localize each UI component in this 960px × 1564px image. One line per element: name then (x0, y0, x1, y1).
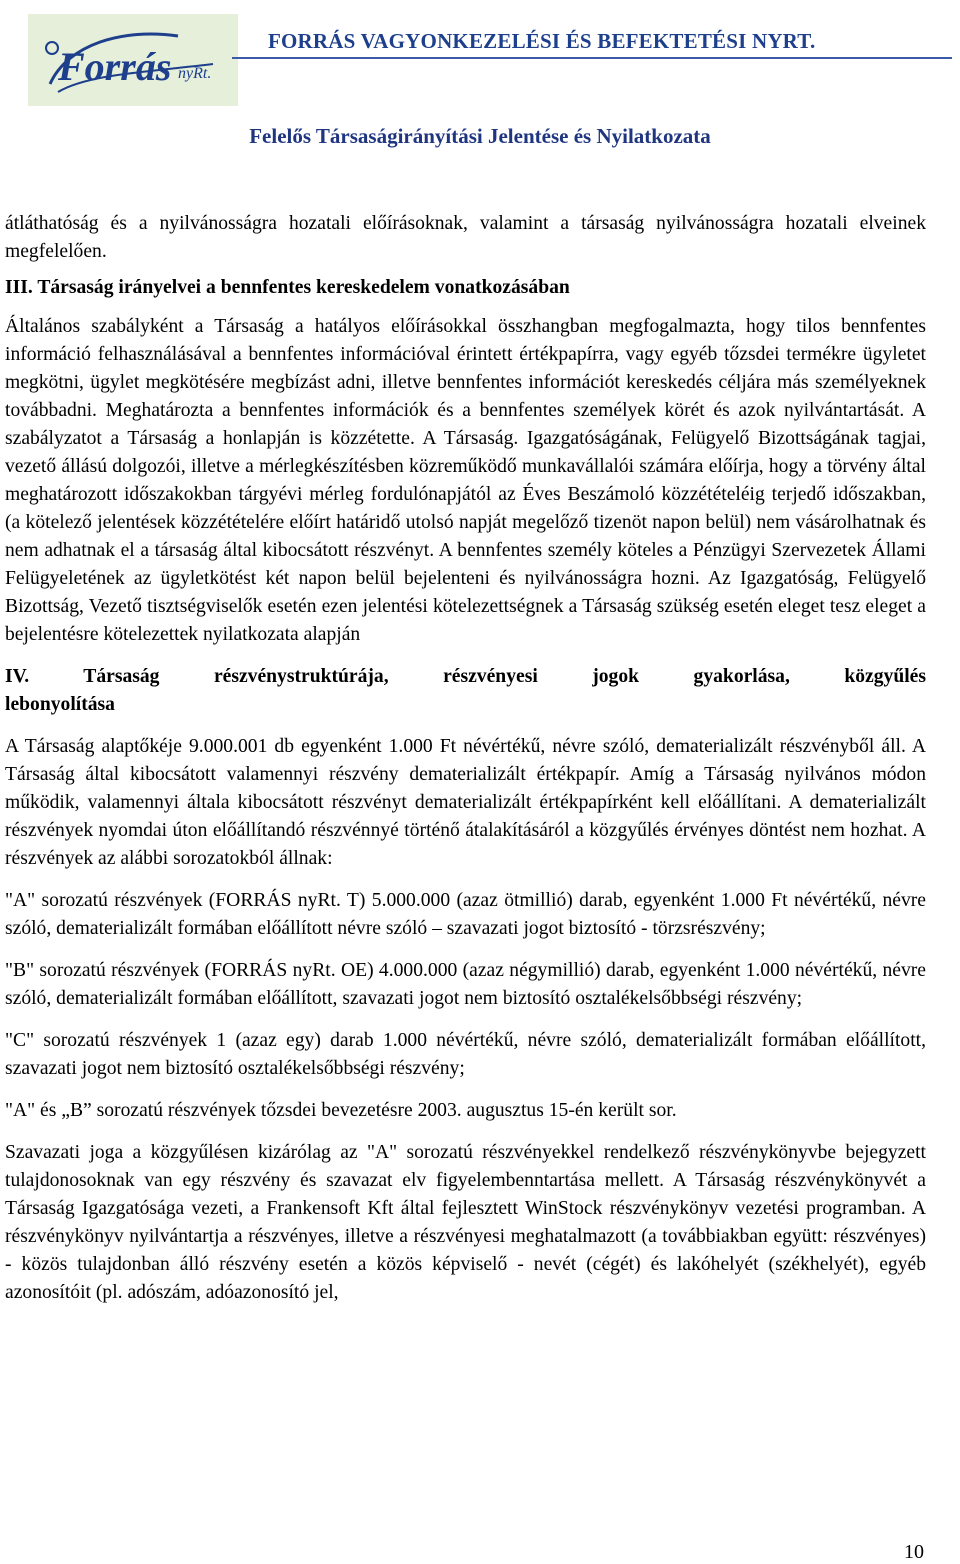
paragraph-8: Szavazati joga a közgyűlésen kizárólag az "A" sorozatú részvényekkel rendelkező részvénykönyvbe bejegyzett tulajdonosoknak van egy részvény és szavazat elv figyelembenntartása mellett. A Társaság részvénykönyvét a Társaság Igazgatósága vezeti, a Frankensoft Kft által fejlesztett WinStock részvénykönyv vezetési programban. A részvénykönyv nyilvántartja a részvényes, illetve a részvényesi meghatalmazott (a továbbiakban együtt: részvényes) - közös tulajdonban álló részvény esetén a közös képviselő - nevét (cégét) és lakóhelyét (székhelyét), egyéb azonosítóit (pl. adószám, adóazonosító jel, (5, 1142, 926, 1303)
paragraph-6: "C" sorozatú részvények 1 (azaz egy) darab 1.000 névértékű, névre szóló, dematerializált formában előállított, szavazati jogot nem biztosító osztalékelsőbbségi részvény; (5, 1030, 926, 1079)
section-heading-iv: IV. Társaság részvénystruktúrája, részvényesi jogok gyakorlása, közgyűlés (5, 666, 926, 687)
paragraph-2: Általános szabályként a Társaság a hatályos előírásokkal összhangban megfogalmazta, hogy tilos bennfentes információ felhasználásával a bennfentes információval érintett értékpapírra, vagy egyéb tőzsdei termékre ügyletet megkötni, ügylet megkötésére megbízást adni, illetve bennfentes információt kereskedés céljára más személyeknek továbbadni. Meghatározta a bennfentes információk és a bennfentes személyek körét és azok nyilvántartását. A szabályzatot a Társaság a honlapján is közzétette. A Társaság. Igazgatóságának, Felügyelő Bizottságának tagjai, vezető állású dolgozói, illetve a mérlegkészítésben közreműködő munkavállalói számára előírja, hogy a törvény által meghatározott időszakokban tárgyévi mérleg fordulónapjától az Éves Beszámoló közzétételéig terjedő időszakban, (a kötelező jelentések közzétételére előírt határidő utolsó napját megelőző tizenöt napon belül) nem vásárolhatnak és nem adhatnak el a társaság által kibocsátott részvényt. A bennfentes személy köteles a Pénzügyi Szervezetek Állami Felügyeletének az ügyletkötést két napon belül bejelenteni és nyilvánosságra hozni. Az Igazgatóság, Felügyelő Bizottság, Vezető tisztségviselők esetén ezen jelentési kötelezettségnek a Társaság szükség esetén eleget tesz eleget a bejelentésre kötelezettek nyilatkozata alapján (5, 316, 926, 645)
paragraph-4: "A" sorozatú részvények (FORRÁS nyRt. T) 5.000.000 (azaz ötmillió) darab, egyenként 1.000 Ft névértékű, névre szóló, dematerializált formában előállított névre szóló – szavazati jogot biztosító - törzsrészvény; (5, 890, 926, 939)
header-rule (232, 57, 952, 59)
document-title: Felelős Társaságirányítási Jelentése és Nyilatkozata (249, 124, 711, 148)
paragraph-5: "B" sorozatú részvények (FORRÁS nyRt. OE) 4.000.000 (azaz négymillió) darab, egyenként 1.000 névértékű, névre szóló, dematerializált formában előállított, szavazati jogot nem biztosító osztalékelsőbbségi részvény; (5, 960, 926, 1009)
document-body (5, 210, 926, 1307)
logo-suffix: nyRt. (178, 65, 212, 82)
section-heading-iii: III. Társaság irányelvei a bennfentes kereskedelem vonatkozásában (5, 277, 570, 298)
paragraph-3: A Társaság alaptőkéje 9.000.001 db egyenként 1.000 Ft névértékű, névre szóló, dematerializált részvényből áll. A Társaság által kibocsátott valamennyi részvény dematerializált értékpapír. Amíg a Társaság nyilvános módon működik, valamennyi általa kibocsátott részvényt dematerializált értékpapírként kell előállítani. A dematerializált részvények nyomdai úton előállítandó részvénnyé történő átalakításáról a közgyűlés érvényes döntést nem hozhat. A részvények az alábbi sorozatokból állnak: (5, 736, 926, 869)
company-name: FORRÁS VAGYONKEZELÉSI ÉS BEFEKTETÉSI NYRT. (268, 29, 816, 53)
paragraph-7: "A" és „B” sorozatú részvények tőzsdei bevezetésre 2003. augusztus 15-én került sor. (5, 1100, 677, 1121)
company-logo (28, 14, 238, 106)
paragraph-1: átláthatóság és a nyilvánosságra hozatali előírásoknak, valamint a társaság nyilvánosságra hozatali elveinek megfelelően. (5, 213, 926, 262)
page-number: 10 (904, 1541, 924, 1563)
logo-text: Forrás (58, 44, 172, 89)
logo-swoosh-icon (28, 14, 238, 106)
letterhead (0, 0, 960, 118)
section-heading-iv-cont: lebonyolítása (5, 694, 115, 715)
